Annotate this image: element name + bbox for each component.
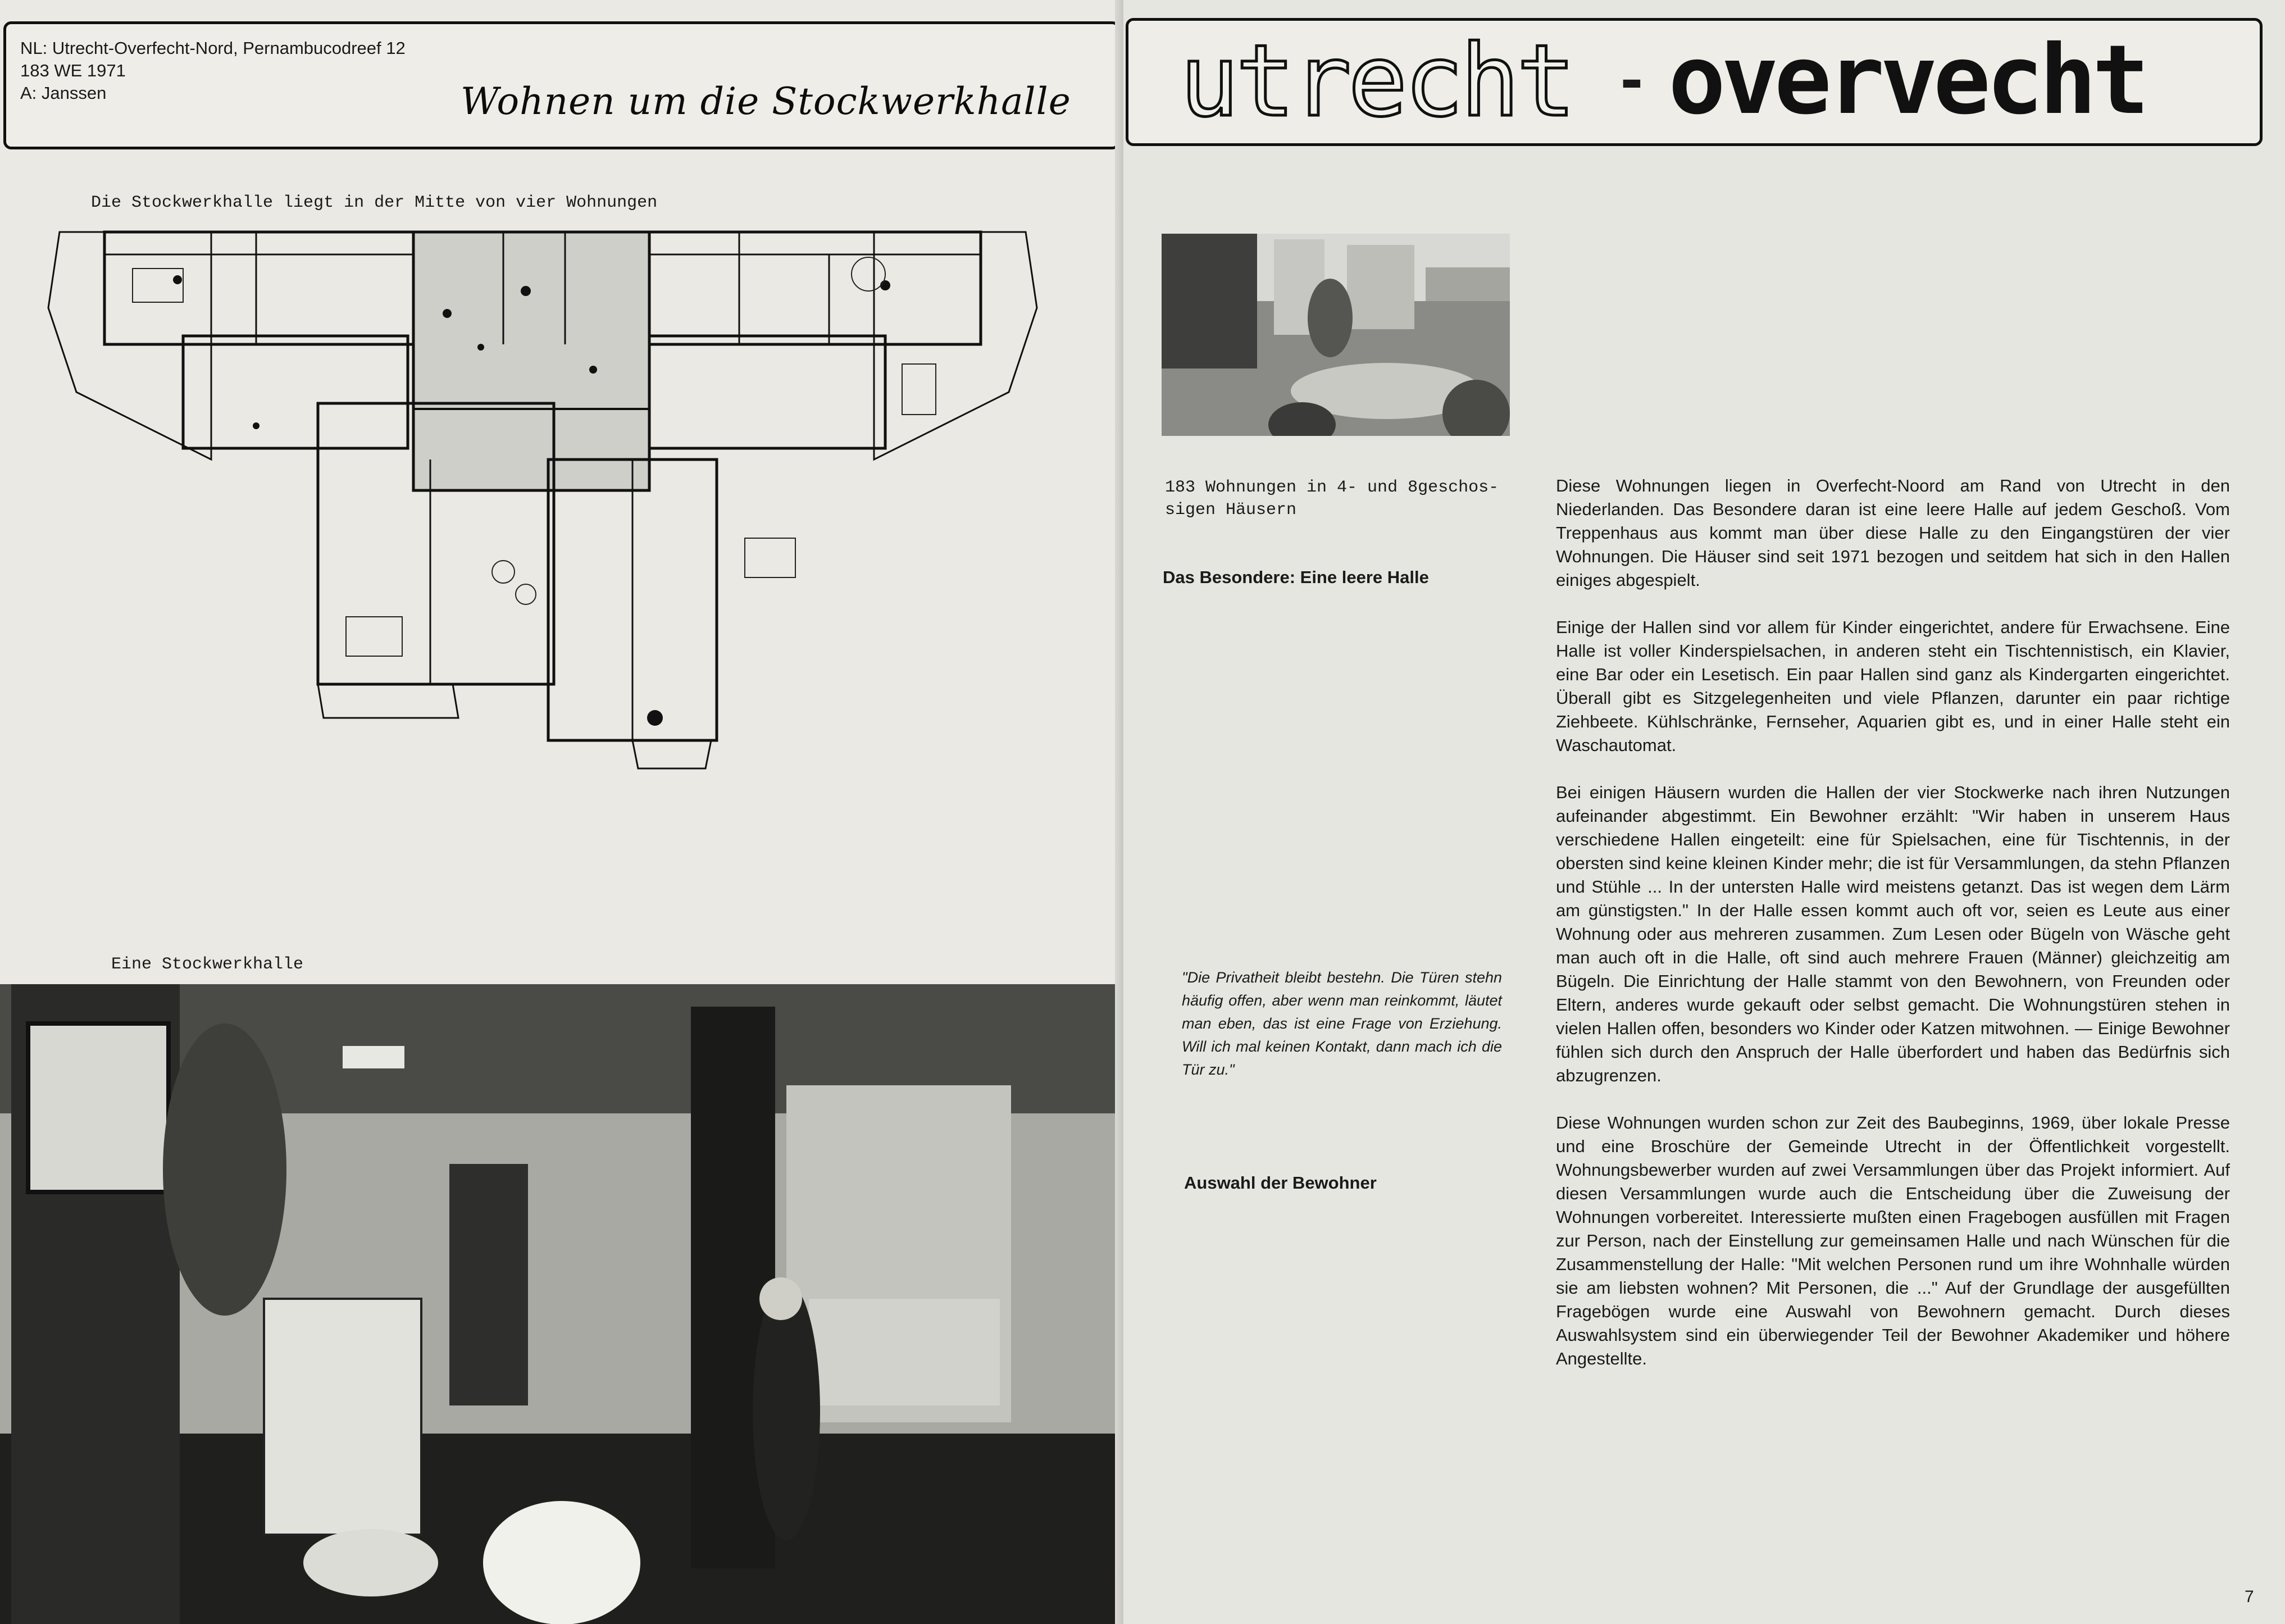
aerial-caption xyxy=(1165,476,1499,521)
body-paragraph: Diese Wohnungen wurden schon zur Zeit des Baubeginns, 1969, über lokale Presse und eine Broschüre der Gemeinde Utrecht in der Öffentlichkeit vorgestellt. Wohnungsbewerber wurden auf zwei Versammlungen über das Projekt informiert. Auf diesen Versammlungen wurde auch die Entscheidung über die Zuweisung der Wohnungen vorbereitet. Interessierte mußten einen Fragebogen ausfüllen mit Fragen zur Person, nach der Einstellung zur gemeinsamen Halle und nach Wünschen für die Zusammenstellung der Halle: "Mit welchen Personen rund um ihre Wohnhalle würden sie am liebsten wohnen? Mit Personen, die ..." Auf der Grundlage der ausgefüllten Fragebögen wurde eine Auswahl von Bewohnern gemacht. Durch dieses Auswahlsystem sind ein überwiegender Teil der Bewohner Akademiker und höhere Angestellte. xyxy=(1556,1113,2230,1368)
round-table xyxy=(483,1501,640,1624)
balcony-bottom xyxy=(318,684,458,718)
body-paragraph: Einige der Hallen sind vor allem für Kinder eingerichtet, andere für Erwachsene. Eine Halle ist voller Kinderspielsachen, in anderen steht ein Tischtennistisch, ein Klavier, eine Bar oder ein Lesetisch. Ein paar Hallen sind ganz als Kindergarten eingerichtet. Überall gibt es Sitzgelegenheiten und viele Pflanzen, darunter ein paar richtige Ziehbeete. Kühlschränke, Fernseher, Aquarien gibt es, und in einer Halle steht ein Waschautomat. xyxy=(1556,617,2230,755)
play-house xyxy=(264,1299,421,1535)
plant-left xyxy=(163,1023,286,1316)
project-meta xyxy=(20,37,406,104)
stockwerkhalle xyxy=(413,232,649,490)
aerial-caption-line-2: sigen Häusern xyxy=(1165,501,1297,520)
floor-cushion xyxy=(303,1529,438,1596)
resident-quote: "Die Privatheit bleibt bestehn. Die Türen stehn häufig offen, aber wenn man reinkommt, läutet man eben, das ist eine Frage von Erziehung. Will ich mal keinen Kontakt, dann mach ich die Tür zu." xyxy=(1182,969,1502,1078)
project-location: NL: Utrecht-Overfecht-Nord, Pernambucodreef 12 xyxy=(20,38,406,58)
low-cabinet xyxy=(809,1299,1000,1405)
title-dash: - xyxy=(1621,40,1643,116)
mid-left-rooms xyxy=(183,336,408,448)
page-number: 7 xyxy=(2245,1587,2254,1606)
mid-right-rooms xyxy=(649,336,885,448)
left-page xyxy=(0,0,1123,1624)
aerial-photo xyxy=(1162,234,1510,436)
balcony-bottom-right xyxy=(632,740,711,768)
body-paragraph: Diese Wohnungen liegen in Overfecht-Noord am Rand von Utrecht in den Niederlanden. Das Besondere daran ist eine leere Halle auf jedem Geschoß. Vom Treppenhaus aus kommt man über diese Halle zu den Eingangstüren der vier Wohnungen. Die Häuser sind seit 1971 bezogen und seitdem hat sich in den Hallen einiges abgespielt. xyxy=(1556,476,2230,590)
plan-caption: Die Stockwerkhalle liegt in der Mitte von vier Wohnungen xyxy=(91,193,658,212)
article-body xyxy=(1556,474,2230,1394)
wall-picture xyxy=(28,1023,169,1192)
ceiling-light xyxy=(343,1046,404,1068)
title-overvecht: overvecht xyxy=(1668,25,2146,136)
doorway xyxy=(449,1164,528,1405)
project-architect: A: Janssen xyxy=(20,83,107,103)
handwritten-title: Wohnen um die Stockwerkhalle xyxy=(461,80,1071,123)
subheading-selection: Auswahl der Bewohner xyxy=(1184,1173,1377,1193)
project-units-year: 183 WE 1971 xyxy=(20,61,126,80)
subheading-empty-hall: Das Besondere: Eine leere Halle xyxy=(1163,567,1429,587)
aerial-caption-line-1: 183 Wohnungen in 4- und 8geschos- xyxy=(1165,478,1499,497)
hall-interior-photo xyxy=(0,984,1121,1624)
title-utrecht: utrecht xyxy=(1180,24,1573,139)
photo-caption: Eine Stockwerkhalle xyxy=(111,955,304,974)
body-paragraph: Bei einigen Häusern wurden die Hallen der vier Stockwerke nach ihren Nutzungen aufeinander abgestimmt. Ein Bewohner erzählt: "Wir haben in unserem Haus verschiedene Hallen eingeteilt: eine für Spielsachen, eine für Tischtennis, in der obersten sind keine kleinen Kinder mehr; die ist für Versammlungen, da stehn Pflanzen und Stühle ... In der untersten Halle wird meistens getanzt. Das ist wegen dem Lärm am günstigsten." In der Halle essen kommt auch oft vor, seien es Leute aus einer Wohnung oder aus mehreren zusammen. Zum Lesen oder Bügeln von Wäsche geht man auch oft in die Halle, oft sind auch mehrere Frauen (Männer) gleichzeitig am Bügeln. Die Einrichtung der Halle stammt von den Bewohnern, von Freunden oder Eltern, anderes wurde gekauft oder selbst gemacht. Die Wohnungstüren stehen in vielen Hallen offen, besonders wo Kinder oder Katzen mitwohnen. — Einige Bewohner fühlen sich durch den Anspruch der Halle überfordert und haben das Bedürfnis sich abzugrenzen. xyxy=(1556,783,2230,1085)
axonometric-floor-plan xyxy=(43,224,1043,802)
child-figure xyxy=(753,1282,820,1540)
